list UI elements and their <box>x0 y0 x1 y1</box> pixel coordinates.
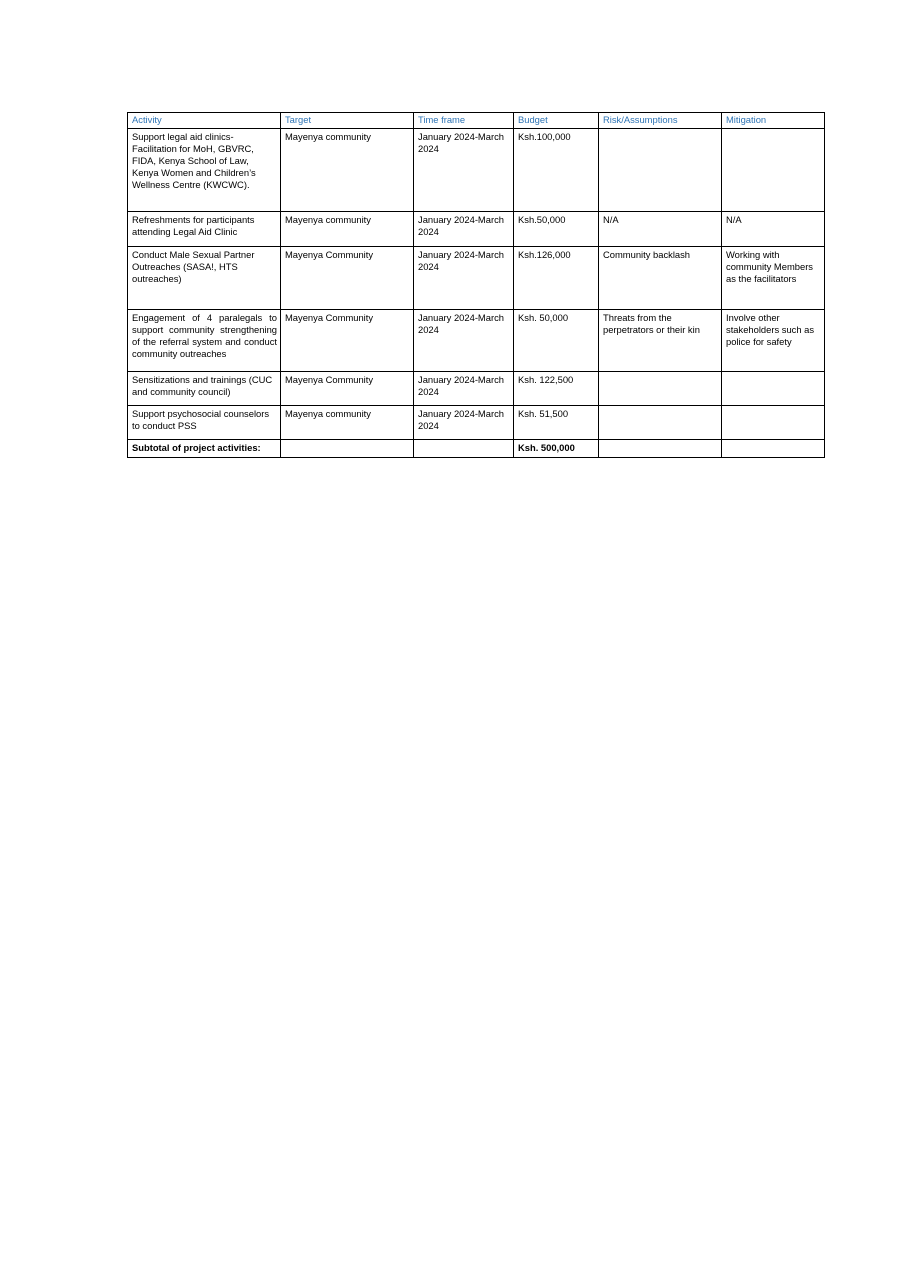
table-subtotal-row <box>128 440 825 458</box>
cell-activity: Engagement of 4 paralegals to support community strengthening of the referral system and conduct community outreaches <box>128 310 281 372</box>
column-header-mitigation: Mitigation <box>722 113 825 129</box>
column-header-activity: Activity <box>128 113 281 129</box>
table-row <box>128 212 825 247</box>
cell-time-frame: January 2024-March 2024 <box>414 212 514 247</box>
cell-subtotal-target <box>281 440 414 458</box>
cell-risk <box>599 372 722 406</box>
table-row <box>128 310 825 372</box>
cell-mitigation: Involve other stakeholders such as police for safety <box>722 310 825 372</box>
cell-mitigation <box>722 372 825 406</box>
cell-subtotal-risk <box>599 440 722 458</box>
cell-subtotal-mitigation <box>722 440 825 458</box>
cell-activity: Conduct Male Sexual Partner Outreaches (SASA!, HTS outreaches) <box>128 247 281 310</box>
table-row <box>128 372 825 406</box>
cell-mitigation <box>722 406 825 440</box>
table-header-row <box>128 113 825 129</box>
cell-budget: Ksh.100,000 <box>514 129 599 212</box>
cell-target: Mayenya Community <box>281 372 414 406</box>
cell-budget: Ksh. 122,500 <box>514 372 599 406</box>
cell-time-frame: January 2024-March 2024 <box>414 247 514 310</box>
column-header-target: Target <box>281 113 414 129</box>
cell-activity: Refreshments for participants attending Legal Aid Clinic <box>128 212 281 247</box>
column-header-risk-assumptions: Risk/Assumptions <box>599 113 722 129</box>
cell-time-frame: January 2024-March 2024 <box>414 372 514 406</box>
cell-target: Mayenya community <box>281 406 414 440</box>
cell-subtotal-budget: Ksh. 500,000 <box>514 440 599 458</box>
cell-budget: Ksh.50,000 <box>514 212 599 247</box>
cell-time-frame: January 2024-March 2024 <box>414 129 514 212</box>
table-row <box>128 247 825 310</box>
cell-subtotal-time-frame <box>414 440 514 458</box>
cell-budget: Ksh. 51,500 <box>514 406 599 440</box>
cell-target: Mayenya Community <box>281 247 414 310</box>
cell-target: Mayenya Community <box>281 310 414 372</box>
table-row <box>128 406 825 440</box>
cell-activity: Sensitizations and trainings (CUC and community council) <box>128 372 281 406</box>
cell-risk: Threats from the perpetrators or their kin <box>599 310 722 372</box>
cell-risk <box>599 129 722 212</box>
cell-risk <box>599 406 722 440</box>
cell-risk: Community backlash <box>599 247 722 310</box>
cell-budget: Ksh.126,000 <box>514 247 599 310</box>
cell-time-frame: January 2024-March 2024 <box>414 406 514 440</box>
cell-activity: Support psychosocial counselors to conduct PSS <box>128 406 281 440</box>
cell-mitigation: N/A <box>722 212 825 247</box>
activities-budget-table <box>127 112 825 458</box>
cell-time-frame: January 2024-March 2024 <box>414 310 514 372</box>
cell-target: Mayenya community <box>281 129 414 212</box>
cell-budget: Ksh. 50,000 <box>514 310 599 372</box>
column-header-budget: Budget <box>514 113 599 129</box>
cell-subtotal-label: Subtotal of project activities: <box>128 440 281 458</box>
cell-mitigation: Working with community Members as the facilitators <box>722 247 825 310</box>
table-row <box>128 129 825 212</box>
activities-budget-table-wrapper <box>127 112 824 458</box>
column-header-time-frame: Time frame <box>414 113 514 129</box>
cell-target: Mayenya community <box>281 212 414 247</box>
cell-activity: Support legal aid clinics-Facilitation for MoH, GBVRC, FIDA, Kenya School of Law, Kenya Women and Children’s Wellness Centre (KWCWC). <box>128 129 281 212</box>
cell-mitigation <box>722 129 825 212</box>
cell-risk: N/A <box>599 212 722 247</box>
